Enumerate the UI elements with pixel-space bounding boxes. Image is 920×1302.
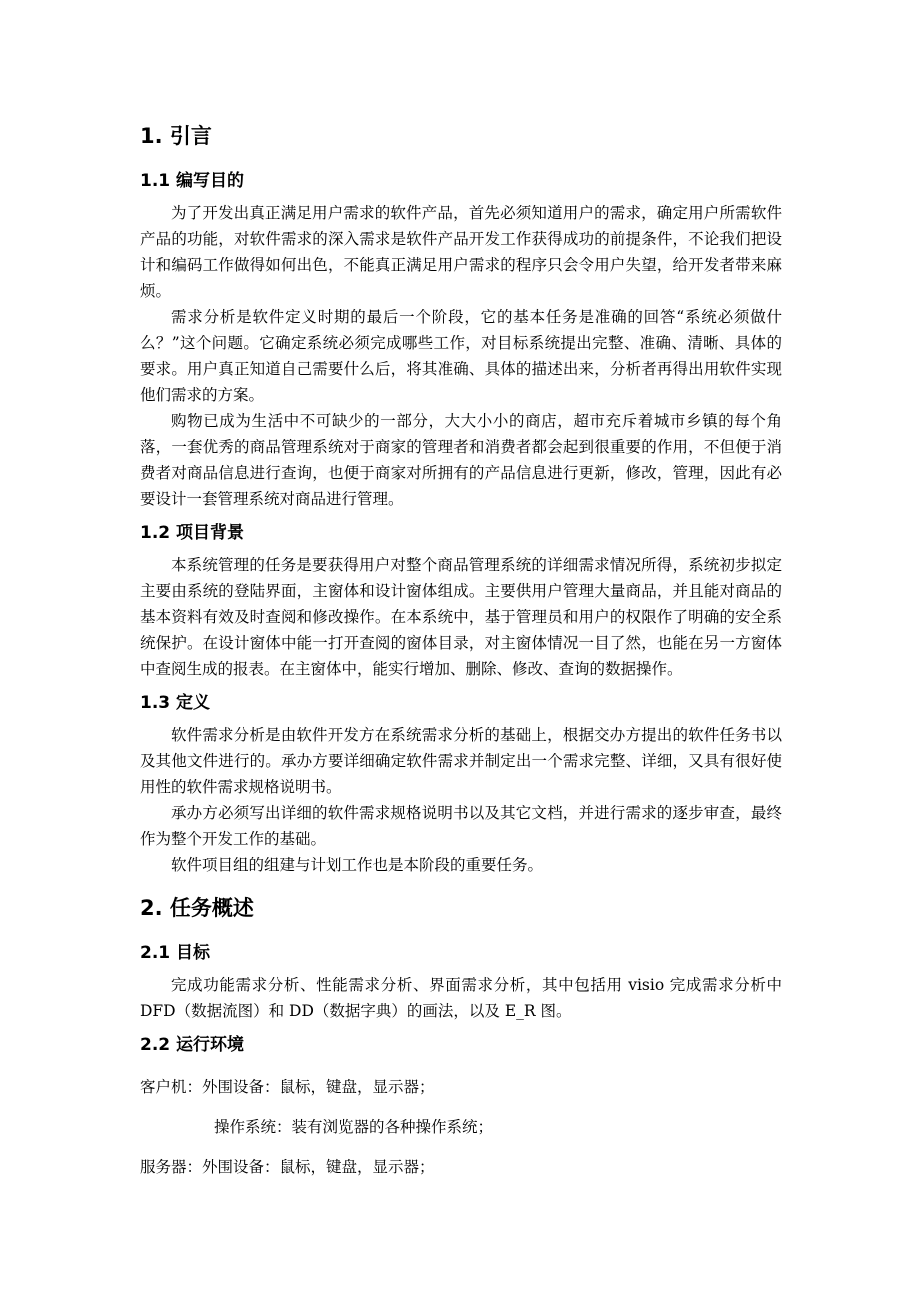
subsection-heading-background: 1.2 项目背景	[140, 523, 245, 543]
subsection-heading-definition: 1.3 定义	[140, 693, 211, 713]
subsection-heading-goal: 2.1 目标	[140, 943, 211, 963]
paragraph-definition-2: 承办方必须写出详细的软件需求规格说明书以及其它文档，并进行需求的逐步审查，最终作为整个开发工作的基础。	[140, 804, 782, 848]
environment-client-devices: 客户机：外围设备：鼠标，键盘，显示器；	[140, 1078, 435, 1096]
document-page	[140, 118, 782, 1180]
paragraph-purpose-1: 为了开发出真正满足用户需求的软件产品，首先必须知道用户的需求，确定用户所需软件产品的功能，对软件需求的深入需求是软件产品开发工作获得成功的前提条件，不论我们把设计和编码工作做得如何出色，不能真正满足用户需求的程序只会令用户失望，给开发者带来麻烦。	[140, 204, 782, 300]
paragraph-goal-1: 完成功能需求分析、性能需求分析、界面需求分析，其中包括用 visio 完成需求分析中 DFD（数据流图）和 DD（数据字典）的画法，以及 E_R 图。	[140, 976, 782, 1020]
section-heading-intro: 1. 引言	[140, 124, 212, 148]
paragraph-purpose-2: 需求分析是软件定义时期的最后一个阶段，它的基本任务是准确的回答“系统必须做什么？”这个问题。它确定系统必须完成哪些工作，对目标系统提出完整、准确、清晰、具体的要求。用户真正知道自己需要什么后，将其准确、具体的描述出来，分析者再得出用软件实现他们需求的方案。	[140, 308, 782, 404]
paragraph-definition-1: 软件需求分析是由软件开发方在系统需求分析的基础上，根据交办方提出的软件任务书以及其他文件进行的。承办方要详细确定软件需求并制定出一个需求完整、详细，又具有很好使用性的软件需求规格说明书。	[140, 726, 782, 796]
environment-server-devices: 服务器：外围设备：鼠标，键盘，显示器；	[140, 1158, 435, 1176]
paragraph-definition-3: 软件项目组的组建与计划工作也是本阶段的重要任务。	[171, 856, 544, 874]
subsection-heading-purpose: 1.1 编写目的	[140, 171, 245, 191]
section-heading-task-overview: 2. 任务概述	[140, 896, 254, 920]
paragraph-purpose-3: 购物已成为生活中不可缺少的一部分，大大小小的商店，超市充斥着城市乡镇的每个角落，一套优秀的商品管理系统对于商家的管理者和消费者都会起到很重要的作用，不但便于消费者对商品信息进行查询，也便于商家对所拥有的产品信息进行更新，修改，管理，因此有必要设计一套管理系统对商品进行管理。	[140, 412, 782, 508]
environment-client-os: 操作系统：装有浏览器的各种操作系统；	[214, 1118, 494, 1136]
subsection-heading-environment: 2.2 运行环境	[140, 1035, 245, 1055]
paragraph-background-1: 本系统管理的任务是要获得用户对整个商品管理系统的详细需求情况所得，系统初步拟定主要由系统的登陆界面，主窗体和设计窗体组成。主要供用户管理大量商品，并且能对商品的基本资料有效及时查阅和修改操作。在本系统中，基于管理员和用户的权限作了明确的安全系统保护。在设计窗体中能一打开查阅的窗体目录，对主窗体情况一目了然，也能在另一方窗体中查阅生成的报表。在主窗体中，能实行增加、删除、修改、查询的数据操作。	[140, 556, 782, 678]
